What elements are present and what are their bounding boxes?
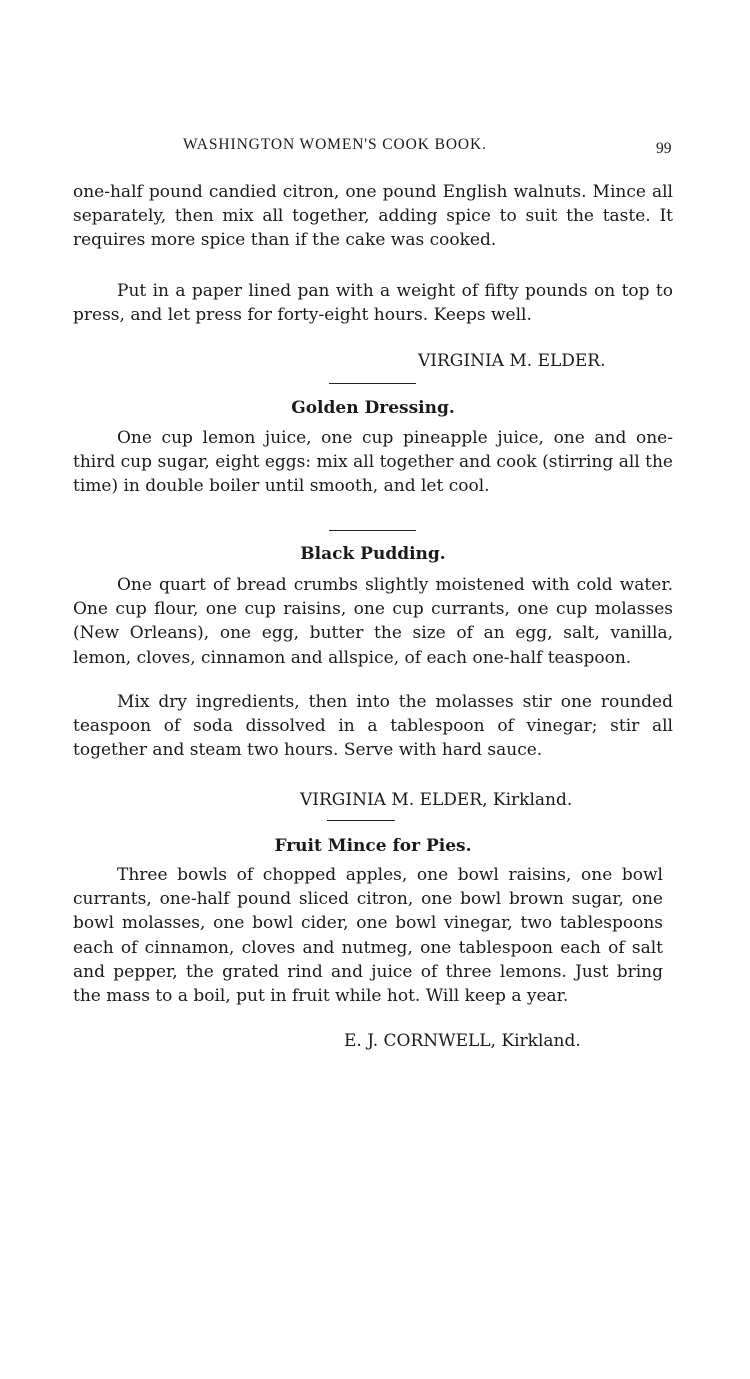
continued-paragraph-2: Put in a paper lined pan with a weight of fifty pounds on top to press, and let press for forty-eight hours. Keeps well. <box>73 281 673 326</box>
black-pudding-paragraph-2: Mix dry ingredients, then into the molasses stir one rounded teaspoon of soda dissolved in a tablespoon of vinegar; stir all together and steam two hours. Serve with hard sauce. <box>73 692 673 761</box>
recipe-title-golden-dressing: Golden Dressing. <box>291 398 455 418</box>
golden-dressing-paragraph: One cup lemon juice, one cup pineapple juice, one and one-third cup sugar, eight eggs: mix all together and cook (stirring all the time) in double boiler until smooth, and let cool. <box>73 428 673 497</box>
section-divider <box>329 530 416 531</box>
recipe-title-black-pudding: Black Pudding. <box>300 544 446 564</box>
fruit-mince-paragraph: Three bowls of chopped apples, one bowl raisins, one bowl currants, one-half pound sliced citron, one bowl brown sugar, one bowl molasses, one bowl cider, one bowl vinegar, two tablespoons each of cinnamon, cloves and nutmeg, one tablespoon each of salt and pepper, the grated rind and juice of three lemons. Just bring the mass to a boil, put in fruit while hot. Will keep a year. <box>73 865 663 1007</box>
signature-virginia-elder-kirkland: VIRGINIA M. ELDER, Kirkland. <box>300 790 573 810</box>
signature-virginia-elder: VIRGINIA M. ELDER. <box>418 351 606 371</box>
page-number: 99 <box>656 140 672 157</box>
running-title: WASHINGTON WOMEN'S COOK BOOK. <box>183 136 487 153</box>
section-divider <box>327 820 395 821</box>
black-pudding-paragraph-1: One quart of bread crumbs slightly moistened with cold water. One cup flour, one cup raisins, one cup currants, one cup molasses (New Orleans), one egg, butter the size of an egg, salt, vanilla, lemon, cloves, cinnamon and allspice, of each one-half teaspoon. <box>73 575 673 668</box>
signature-cornwell-kirkland: E. J. CORNWELL, Kirkland. <box>344 1031 581 1051</box>
section-divider <box>329 383 416 384</box>
recipe-title-fruit-mince: Fruit Mince for Pies. <box>274 836 472 856</box>
continued-paragraph-1: one-half pound candied citron, one pound English walnuts. Mince all separately, then mix all together, adding spice to suit the taste. It requires more spice than if the cake was cooked. <box>73 182 673 251</box>
